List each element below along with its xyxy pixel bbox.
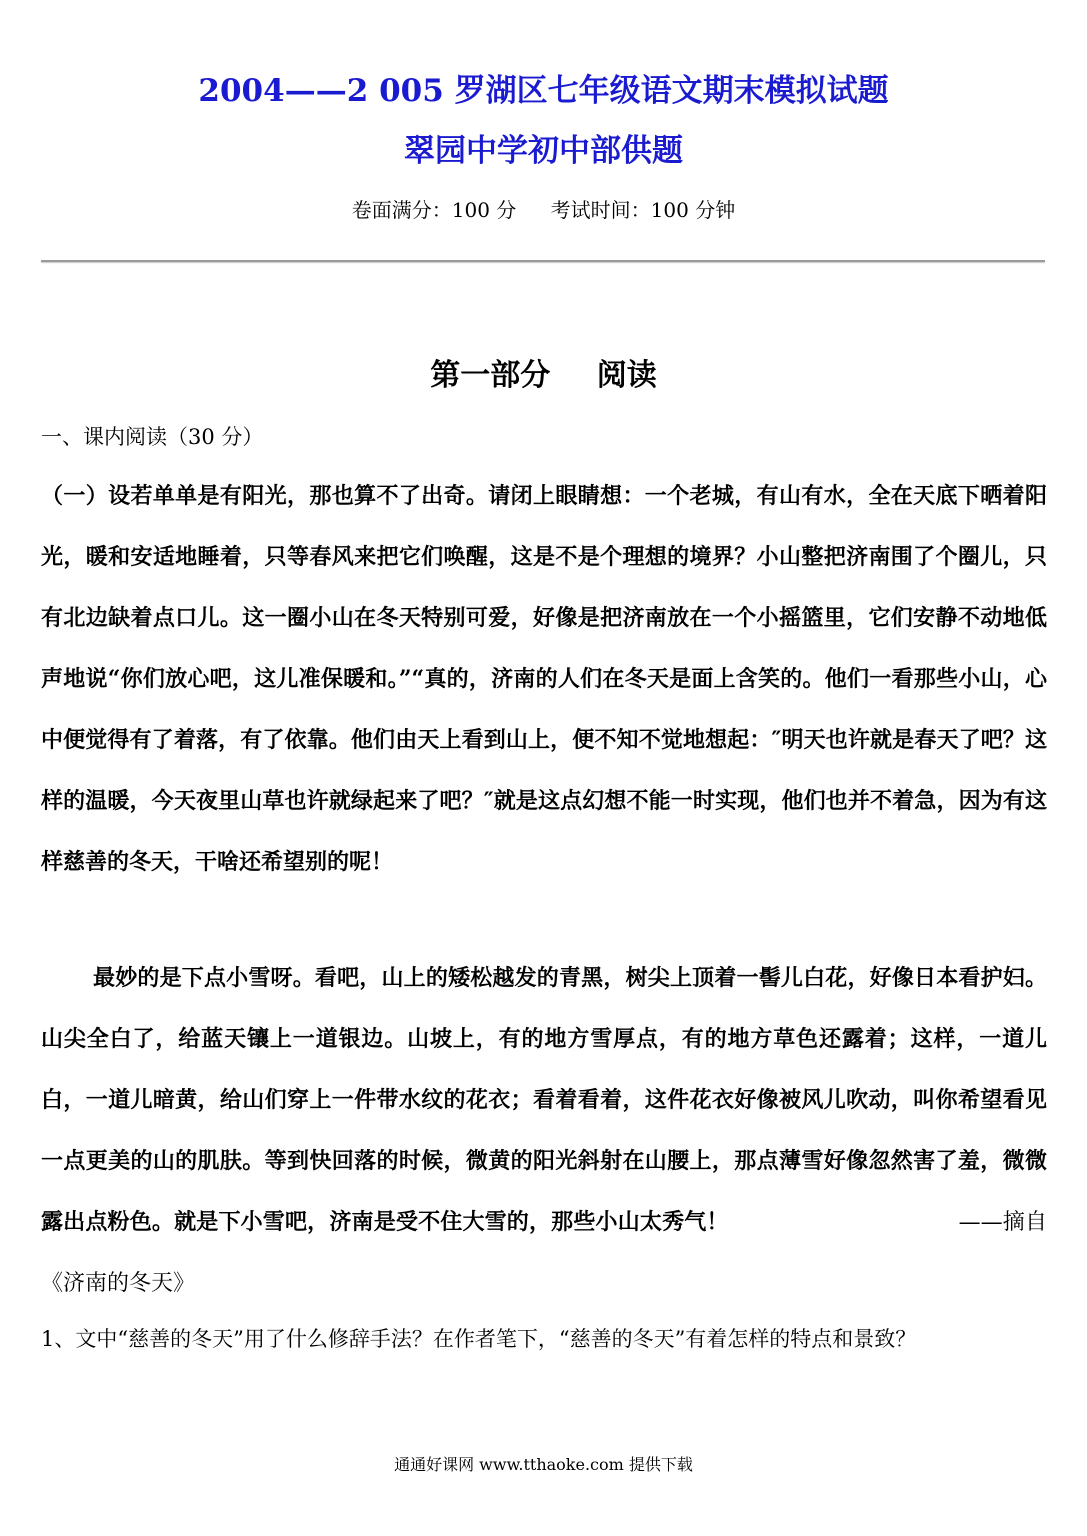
- exam-time: 考试时间：100 分钟: [550, 198, 736, 222]
- part-heading: [0, 355, 1087, 397]
- exam-meta: [0, 196, 1087, 224]
- page-footer: 通通好课网 www.tthaoke.com 提供下载: [394, 1455, 693, 1474]
- passage-paragraph-2-text: 最妙的是下点小雪呀。看吧，山上的矮松越发的青黑，树尖上顶着一髻儿白花，好像日本看护妇。山尖全白了，给蓝天镶上一道银边。山坡上，有的地方雪厚点，有的地方草色还露着；这样，一道儿白，一道儿暗黄，给山们穿上一件带水纹的花衣；看着看着，这件花衣好像被风儿吹动，叫你希望看见一点更美的山的肌肤。等到快回落的时候，微黄的阳光斜射在山腰上，那点薄雪好像忽然害了羞，微微露出点粉色。就是下小雪吧，济南是受不住大雪的，那些小山太秀气！: [41, 965, 1047, 1235]
- exam-subtitle: 翠园中学初中部供题: [404, 133, 683, 169]
- passage-paragraph-1: （一）设若单单是有阳光，那也算不了出奇。请闭上眼睛想：一个老城，有山有水，全在天底下晒着阳光，暖和安适地睡着，只等春风来把它们唤醒，这是不是个理想的境界？小山整把济南围了个圈儿，只有北边缺着点口儿。这一圈小山在冬天特别可爱，好像是把济南放在一个小摇篮里，它们安静不动地低声地说“你们放心吧，这儿准保暖和。”“真的，济南的人们在冬天是面上含笑的。他们一看那些小山，心中便觉得有了着落，有了依靠。他们由天上看到山上，便不知不觉地想起：″明天也许就是春天了吧？这样的温暖，今天夜里山草也许就绿起来了吧？″就是这点幻想不能一时实现，他们也并不着急，因为有这样慈善的冬天，干啥还希望别的呢！: [41, 483, 1047, 875]
- question-1: 1、文中“慈善的冬天”用了什么修辞手法？在作者笔下，“慈善的冬天”有着怎样的特点和景致？: [41, 1327, 917, 1351]
- header-divider: [41, 260, 1045, 262]
- part-name: 阅读: [596, 358, 657, 393]
- passage-paragraph-2: [41, 948, 1047, 1314]
- part-number: 第一部分: [430, 358, 551, 393]
- section-heading: 一、课内阅读（30 分）: [41, 425, 264, 449]
- passage-source: ——摘自《济南的冬天》: [41, 1210, 1047, 1296]
- exam-title: 2004——2 005 罗湖区七年级语文期末模拟试题: [198, 73, 889, 109]
- full-score: 卷面满分：100 分: [351, 198, 517, 222]
